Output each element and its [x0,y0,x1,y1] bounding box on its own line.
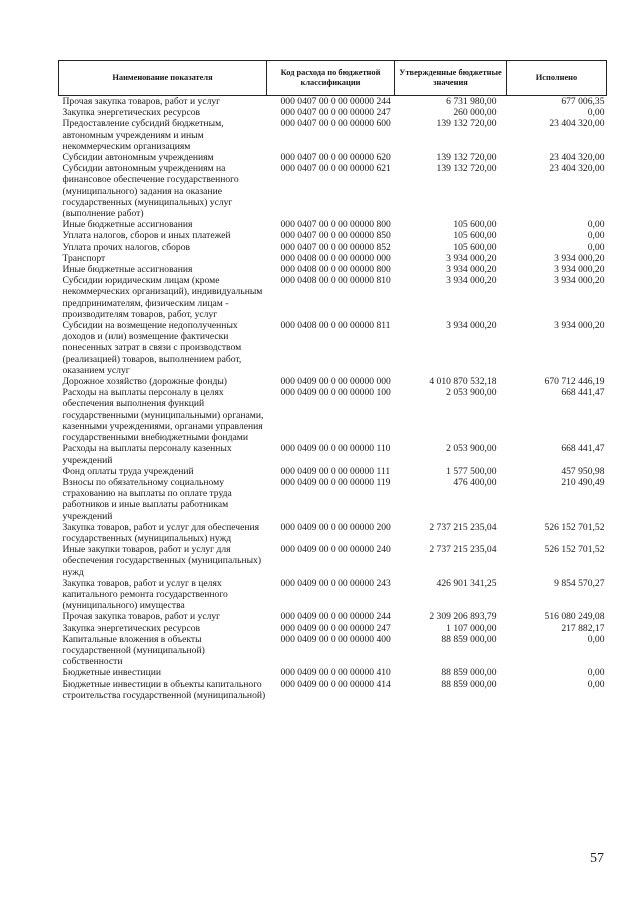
row-approved-value: 2 737 215 235,04 [429,521,497,533]
row-approved-value: 3 934 000,20 [446,252,497,264]
row-approved-value: 3 934 000,20 [446,264,497,276]
table-row [59,275,607,320]
row-indicator-name: Прочая закупка товаров, работ и услуг [62,611,221,623]
row-approved-value: 88 859 000,00 [441,633,497,645]
row-expense-code: 000 0409 00 0 00 00000 400 [280,633,391,645]
row-executed-value: 3 934 000,20 [554,264,605,276]
row-expense-code: 000 0407 00 0 00 00000 800 [280,219,391,231]
row-expense-code: 000 0407 00 0 00 00000 244 [280,96,391,107]
row-approved-value: 2 309 206 893,79 [429,611,497,623]
table-row [59,634,607,668]
row-indicator-name: Уплата прочих налогов, сборов [62,241,191,253]
row-indicator-name: Фонд оплаты труда учреждений [62,465,194,477]
row-executed-value: 210 490,49 [561,476,605,488]
row-executed-value: 3 934 000,20 [554,275,605,287]
table-body [59,96,607,701]
row-executed-value: 0,00 [587,230,605,242]
row-expense-code: 000 0408 00 0 00 00000 811 [280,320,391,332]
table-row [59,376,607,387]
table-row [59,320,607,376]
row-approved-value: 426 901 341,25 [436,577,497,589]
row-executed-value: 0,00 [587,219,605,231]
table-row [59,611,607,622]
row-executed-value: 516 080 249,08 [544,611,605,623]
row-expense-code: 000 0409 00 0 00 00000 414 [280,678,391,690]
table-row [59,118,607,152]
row-approved-value: 105 600,00 [453,230,497,242]
table-header-row [59,61,607,96]
row-expense-code: 000 0407 00 0 00 00000 600 [280,118,391,130]
table-row [59,578,607,612]
table-row [59,667,607,678]
budget-execution-table [58,60,607,701]
table-row [59,152,607,163]
table-row [59,163,607,219]
row-indicator-name: Уплата налогов, сборов и иных платежей [62,230,231,242]
row-indicator-name: Иные бюджетные ассигнования [62,219,193,231]
row-executed-value: 526 152 701,52 [544,521,605,533]
row-approved-value: 6 731 980,00 [446,96,497,107]
row-indicator-name: Иные закупки товаров, работ и услуг для обеспечения государственных (муниципальных) нужд [62,544,262,578]
row-expense-code: 000 0409 00 0 00 00000 200 [280,521,391,533]
row-approved-value: 4 010 870 532,18 [429,376,497,388]
row-approved-value: 2 737 215 235,04 [429,544,497,556]
row-approved-value: 105 600,00 [453,241,497,253]
row-expense-code: 000 0407 00 0 00 00000 850 [280,230,391,242]
row-indicator-name: Закупка товаров, работ и услуг в целях капитального ремонта государственного (муниципального) имущества [62,577,228,612]
table-row [59,477,607,522]
row-approved-value: 88 859 000,00 [441,678,497,690]
row-indicator-name: Субсидии автономным учреждениям [62,152,214,164]
row-approved-value: 476 400,00 [453,476,497,488]
row-executed-value: 526 152 701,52 [544,544,605,556]
budget-report-page [58,60,606,701]
table-row [59,253,607,264]
row-expense-code: 000 0409 00 0 00 00000 100 [280,387,391,399]
row-expense-code: 000 0409 00 0 00 00000 243 [280,577,391,589]
row-approved-value: 139 132 720,00 [436,152,497,164]
table-row [59,623,607,634]
row-indicator-name: Транспорт [62,252,106,264]
table-row [59,522,607,544]
table-row [59,264,607,275]
row-executed-value: 0,00 [587,241,605,253]
row-executed-value: 3 934 000,20 [554,252,605,264]
row-expense-code: 000 0409 00 0 00 00000 240 [280,544,391,556]
table-row [59,544,607,578]
row-approved-value: 2 053 900,00 [446,443,497,455]
row-expense-code: 000 0409 00 0 00 00000 110 [280,443,391,455]
row-approved-value: 1 107 000,00 [446,622,497,634]
table-row [59,466,607,477]
table-row [59,230,607,241]
row-executed-value: 668 441,47 [561,443,605,455]
table-row [59,242,607,253]
row-approved-value: 2 053 900,00 [446,387,497,399]
row-executed-value: 0,00 [587,667,605,679]
row-expense-code: 000 0407 00 0 00 00000 852 [280,241,391,253]
row-approved-value: 139 132 720,00 [436,163,497,175]
row-indicator-name: Взносы по обязательному социальному страхованию на выплаты по оплате труда работников и иные выплаты работникам учреждений [62,476,232,522]
row-indicator-name: Расходы на выплаты персоналу казенных учреждений [62,443,232,466]
row-executed-value: 0,00 [587,107,605,119]
header-expense-code: Код расхода по бюджетной классификации [267,61,395,96]
row-expense-code: 000 0409 00 0 00 00000 244 [280,611,391,623]
row-executed-value: 23 404 320,00 [549,118,605,130]
row-approved-value: 88 859 000,00 [441,667,497,679]
row-approved-value: 260 000,00 [453,107,497,119]
row-executed-value: 668 441,47 [561,387,605,399]
row-executed-value: 0,00 [587,633,605,645]
row-executed-value: 677 006,35 [561,96,605,107]
row-expense-code: 000 0409 00 0 00 00000 000 [280,376,391,388]
table-row [59,443,607,465]
row-expense-code: 000 0409 00 0 00 00000 111 [280,465,391,477]
row-indicator-name: Предоставление субсидий бюджетным, автономным учреждениям и иным некоммерческим организациям [62,118,224,152]
row-expense-code: 000 0409 00 0 00 00000 247 [280,622,391,634]
row-expense-code: 000 0408 00 0 00 00000 000 [280,252,391,264]
row-approved-value: 105 600,00 [453,219,497,231]
row-indicator-name: Дорожное хозяйство (дорожные фонды) [62,376,227,388]
row-indicator-name: Бюджетные инвестиции [62,667,161,679]
row-expense-code: 000 0407 00 0 00 00000 247 [280,107,391,119]
header-executed: Исполнено [507,61,607,96]
row-expense-code: 000 0409 00 0 00 00000 410 [280,667,391,679]
page-number: 57 [590,851,604,866]
row-indicator-name: Закупка энергетических ресурсов [62,622,201,634]
row-expense-code: 000 0407 00 0 00 00000 621 [280,163,391,175]
row-executed-value: 3 934 000,20 [554,320,605,332]
row-indicator-name: Субсидии автономным учреждениям на финансовое обеспечение государственного (муниципального) задания на оказание государственных (муниципальных) услуг (выполнение работ) [62,163,239,220]
table-row [59,107,607,118]
row-indicator-name: Капитальные вложения в объекты государственной (муниципальной) собственности [62,633,205,668]
row-expense-code: 000 0408 00 0 00 00000 810 [280,275,391,287]
table-row [59,387,607,443]
row-executed-value: 9 854 570,27 [554,577,605,589]
table-row [59,219,607,230]
row-executed-value: 0,00 [587,678,605,690]
row-approved-value: 3 934 000,20 [446,275,497,287]
row-executed-value: 23 404 320,00 [549,163,605,175]
header-approved-values: Утвержденные бюджетные значения [395,61,507,96]
table-row [59,679,607,701]
row-executed-value: 457 950,98 [561,465,605,477]
row-executed-value: 23 404 320,00 [549,152,605,164]
row-expense-code: 000 0407 00 0 00 00000 620 [280,152,391,164]
row-indicator-name: Расходы на выплаты персоналу в целях обеспечения выполнения функций государственными (муниципальными) органами, казенными учреждениями, органами управления государственными внебюджетными фондами [62,387,264,444]
row-executed-value: 670 712 446,19 [544,376,605,388]
header-indicator-name: Наименование показателя [59,61,267,96]
row-expense-code: 000 0408 00 0 00 00000 800 [280,264,391,276]
row-indicator-name: Субсидии юридическим лицам (кроме некоммерческих организаций), индивидуальным предпринимателям, физическим лицам - производителям товаров, работ, услуг [62,275,263,320]
row-approved-value: 139 132 720,00 [436,118,497,130]
row-approved-value: 1 577 500,00 [446,465,497,477]
row-indicator-name: Закупка товаров, работ и услуг для обеспечения государственных (муниципальных) нужд [62,521,260,544]
row-indicator-name: Субсидии на возмещение недополученных доходов и (или) возмещение фактически понесенных затрат в связи с производством (реализацией) товаров, выполнением работ, оказанием услуг [62,320,242,376]
row-approved-value: 3 934 000,20 [446,320,497,332]
table-row [59,96,607,108]
row-indicator-name: Закупка энергетических ресурсов [62,107,201,119]
row-expense-code: 000 0409 00 0 00 00000 119 [280,476,391,488]
row-indicator-name: Прочая закупка товаров, работ и услуг [62,96,221,107]
row-indicator-name: Бюджетные инвестиции в объекты капитального строительства государственной (муниципальной) [62,678,266,701]
row-indicator-name: Иные бюджетные ассигнования [62,264,193,276]
row-executed-value: 217 882,17 [561,622,605,634]
